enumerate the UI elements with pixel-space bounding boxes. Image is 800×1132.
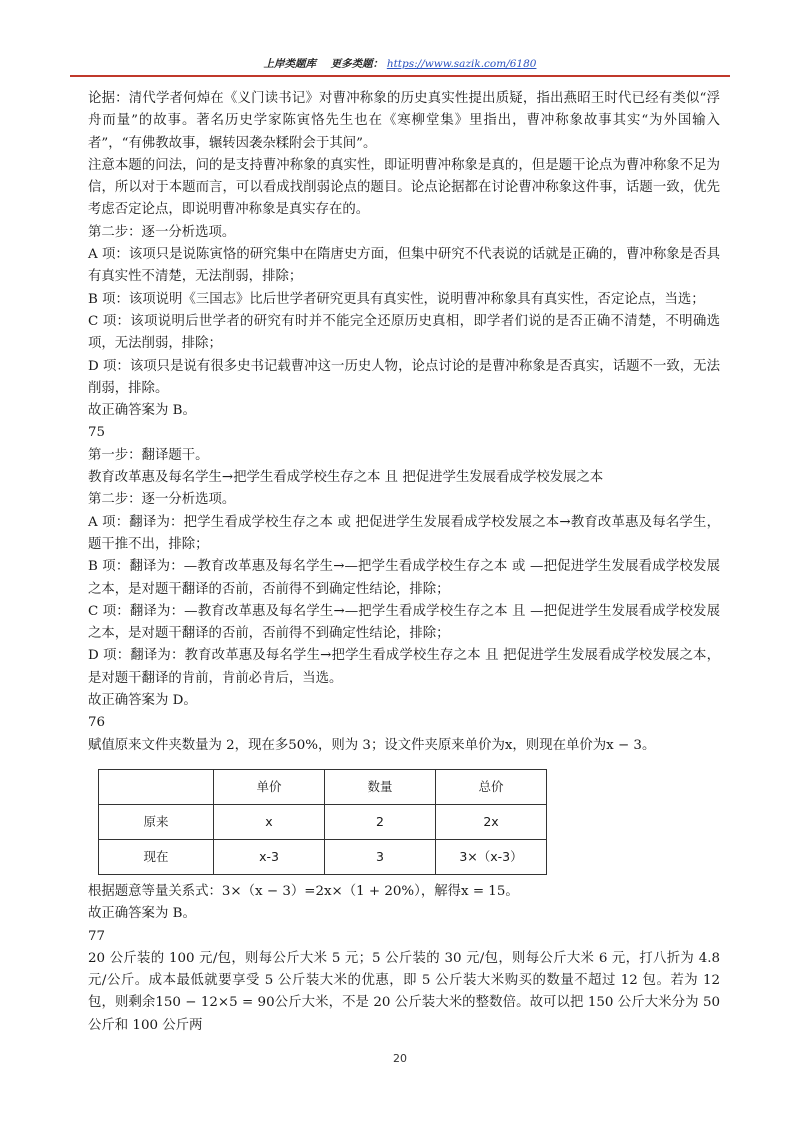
- header-more-label: 更多类题：: [330, 58, 384, 70]
- table-header-cell: 数量: [325, 769, 436, 804]
- paragraph: D 项：该项只是说有很多史书记载曹冲这一历史人物，论点讨论的是曹冲称象是否真实，话题不一致，无法削弱，排除。: [88, 358, 720, 396]
- table-header-cell: [99, 769, 214, 804]
- header-url-link[interactable]: https://www.sazik.com/6180: [386, 58, 537, 70]
- paragraph: 教育改革惠及每名学生→把学生看成学校生存之本 且 把促进学生发展看成学校发展之本: [88, 470, 604, 486]
- table-cell: 3×（x-3）: [436, 839, 547, 874]
- table-row: [99, 839, 547, 874]
- header-divider: [70, 75, 730, 77]
- paragraph: B 项：该项说明《三国志》比后世学者研究更具有真实性，说明曹冲称象具有真实性，否定论点，当选；: [88, 291, 705, 307]
- question-number: 77: [88, 928, 106, 944]
- table-header-row: [99, 769, 547, 804]
- paragraph: 故正确答案为 B。: [88, 906, 196, 922]
- table-row: [99, 804, 547, 839]
- price-table: [98, 769, 547, 875]
- page-header: [0, 56, 800, 71]
- paragraph: 第二步：逐一分析选项。: [88, 492, 236, 508]
- table-cell: 3: [325, 839, 436, 874]
- paragraph: 注意本题的问法，问的是支持曹冲称象的真实性，即证明曹冲称象是真的，但是题干论点为曹冲称象不足为信，所以对于本题而言，可以看成找削弱论点的题目。论点论据都在讨论曹冲称象这件事，话题一致，优先考虑否定论点，即说明曹冲称象是真实存在的。: [88, 157, 720, 218]
- table-cell: x-3: [214, 839, 325, 874]
- paragraph: 第一步：翻译题干。: [88, 447, 209, 463]
- table-header-cell: 总价: [436, 769, 547, 804]
- paragraph: 论据：清代学者何焯在《义门读书记》对曹冲称象的历史真实性提出质疑，指出燕昭王时代已经有类似“浮舟而量”的故事。著名历史学家陈寅恪先生也在《寒柳堂集》里指出，曹冲称象故事其实“为外国输入者”，“有佛教故事，辗转因袭杂糅附会于其间”。: [88, 91, 720, 151]
- paragraph: A 项：翻译为：把学生看成学校生存之本 或 把促进学生发展看成学校发展之本→教育改革惠及每名学生，题干推不出，排除；: [88, 514, 720, 552]
- table-cell: 现在: [99, 839, 214, 874]
- paragraph: C 项：翻译为：—教育改革惠及每名学生→—把学生看成学校生存之本 且 —把促进学生发展看成学校发展之本，是对题干翻译的否前，否前得不到确定性结论，排除；: [88, 603, 720, 642]
- paragraph: C 项：该项说明后世学者的研究有时并不能完全还原历史真相，即学者们说的是否正确不清楚，不明确选项，无法削弱，排除；: [88, 313, 720, 352]
- page-content: [88, 88, 720, 1037]
- paragraph: D 项：翻译为：教育改革惠及每名学生→把学生看成学校生存之本 且 把促进学生发展看成学校发展之本，是对题干翻译的肯前，肯前必肯后，当选。: [88, 648, 720, 686]
- paragraph: 故正确答案为 B。: [88, 403, 196, 419]
- paragraph: 赋值原来文件夹数量为 2，现在多50%，则为 3；设文件夹原来单价为x，则现在单价为x − 3。: [88, 737, 656, 753]
- table-cell: 原来: [99, 804, 214, 839]
- question-number: 75: [88, 425, 106, 441]
- paragraph: A 项：该项只是说陈寅恪的研究集中在隋唐史方面，但集中研究不代表说的话就是正确的，曹冲称象是否具有真实性不清楚，无法削弱，排除；: [88, 247, 720, 285]
- table-cell: 2: [325, 804, 436, 839]
- header-brand: 上岸类题库: [263, 58, 317, 70]
- paragraph: 20 公斤装的 100 元/包，则每公斤大米 5 元；5 公斤装的 30 元/包，则每公斤大米 6 元，打八折为 4.8 元/公斤。成本最低就要享受 5 公斤装大米的优惠，即 5 公斤装大米购买的数量不超过 12 包。若为 12 包，则剩余150 − 12×5 = 90公斤大米，不是 20 公斤装大米的整数倍。故可以把 150 公斤大米分为 50 公斤和 100 公斤两: [88, 950, 720, 1033]
- paragraph: 故正确答案为 D。: [88, 693, 197, 709]
- paragraph: 第二步：逐一分析选项。: [88, 224, 236, 240]
- table-header-cell: 单价: [214, 769, 325, 804]
- paragraph: 根据题意等量关系式：3×（x − 3）=2x×（1 + 20%），解得x = 15。: [88, 883, 519, 899]
- table-cell: 2x: [436, 804, 547, 839]
- question-number: 76: [88, 715, 106, 731]
- page-number: 20: [393, 1052, 407, 1065]
- table-cell: x: [214, 804, 325, 839]
- paragraph: B 项：翻译为：—教育改革惠及每名学生→—把学生看成学校生存之本 或 —把促进学生发展看成学校发展之本，是对题干翻译的否前，否前得不到确定性结论，排除；: [88, 559, 720, 597]
